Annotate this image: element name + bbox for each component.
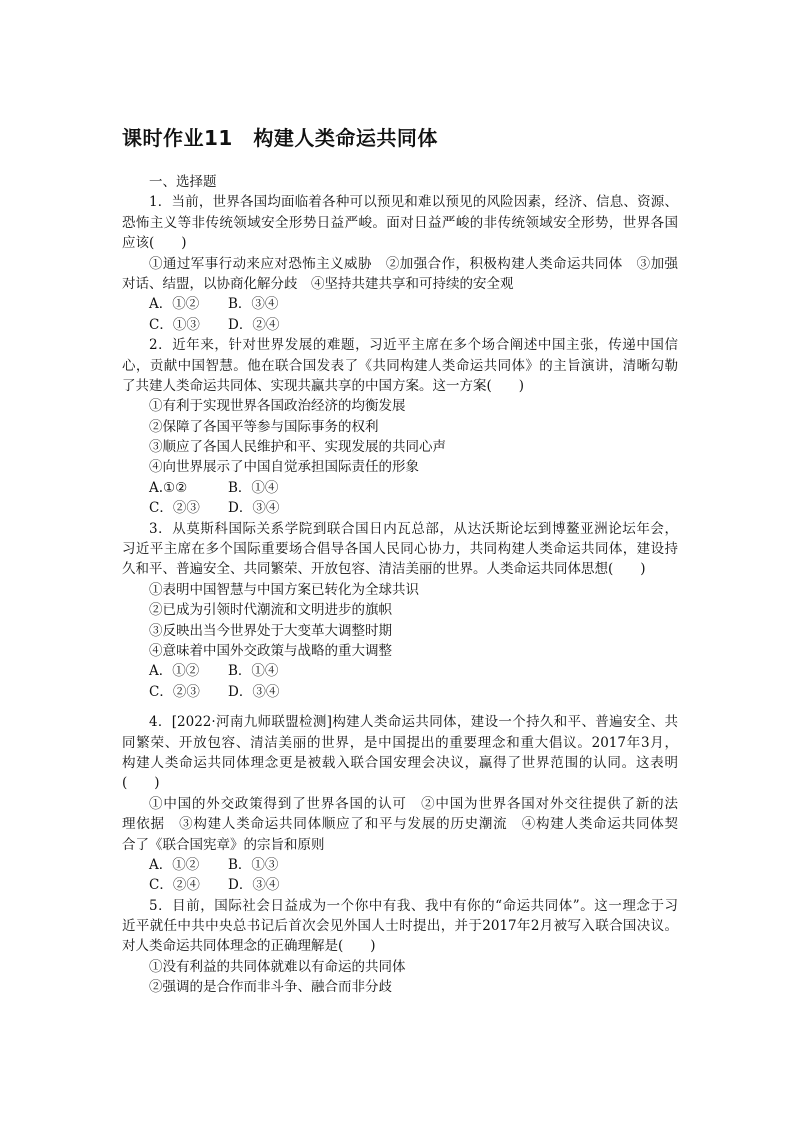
answer-option[interactable]: D．③④: [228, 683, 280, 700]
options-row: [122, 682, 678, 702]
question-stem-line: 习近平主席在多个国际重要场合倡导各国人民同心协力，共同构建人类命运共同体，建设持: [122, 541, 678, 558]
statement-line: ①通过军事行动来应对恐怖主义威胁 ②加强合作，积极构建人类命运共同体 ③加强: [149, 255, 678, 272]
options-row: [122, 661, 678, 681]
options-row: [122, 875, 678, 895]
question-stem-line: 4．[2022·河南九师联盟检测]构建人类命运共同体，建设一个持久和平、普遍安全、共: [149, 714, 678, 731]
question-list: [122, 172, 678, 998]
question-4: [122, 712, 678, 896]
question-stem-line: 5．目前，国际社会日益成为一个你中有我、我中有你的“命运共同体”。这一理念于习: [149, 897, 678, 914]
question-5: [122, 896, 678, 998]
question-stem-line: 1．当前，世界各国均面临着各种可以预见和难以预见的风险因素，经济、信息、资源、: [149, 194, 678, 211]
answer-option[interactable]: B．①④: [228, 479, 279, 496]
answer-option[interactable]: C．②③: [149, 683, 200, 700]
options-row: [122, 294, 678, 314]
question-stem-line: 2．近年来，针对世界发展的难题，习近平主席在多个场合阐述中国主张，传递中国信: [149, 337, 678, 354]
statement-line: ①有利于实现世界各国政治经济的均衡发展: [149, 398, 406, 415]
options-row: [122, 315, 678, 335]
question-stem-line: 同繁荣、开放包容、清洁美丽的世界，是中国提出的重要理念和重大倡议。2017年3月，: [122, 734, 678, 751]
statement-line: 理依据 ③构建人类命运共同体顺应了和平与发展的历史潮流 ④构建人类命运共同体契: [122, 816, 678, 833]
question-2: [122, 335, 678, 519]
answer-option[interactable]: A.①②: [149, 479, 188, 496]
question-stem-line: 近平就任中共中央总书记后首次会见外国人士时提出，并于2017年2月被写入联合国决议。: [122, 918, 678, 935]
statement-line: ②保障了各国平等参与国际事务的权利: [149, 418, 379, 435]
statement-line: ①没有利益的共同体就难以有命运的共同体: [149, 958, 406, 975]
statement-line: ③反映出当今世界处于大变革大调整时期: [149, 622, 392, 639]
options-row: [122, 478, 678, 498]
answer-option[interactable]: A．①②: [149, 663, 200, 680]
answer-option[interactable]: D．③④: [228, 500, 280, 517]
statement-line: 对话、结盟，以协商化解分歧 ④坚持共建共享和可持续的安全观: [122, 275, 514, 292]
question-stem-line: 对人类命运共同体理念的正确理解是( ): [122, 938, 376, 955]
answer-option[interactable]: D．②④: [228, 316, 280, 333]
question-stem-line: 恐怖主义等非传统领域安全形势日益严峻。面对日益严峻的非传统领域安全形势，世界各国: [122, 214, 678, 231]
page-title: 课时作业11 构建人类命运共同体: [122, 126, 438, 150]
question-stem-line: 心，贡献中国智慧。他在联合国发表了《共同构建人类命运共同体》的主旨演讲，清晰勾勒: [122, 357, 678, 374]
section-heading: 一、选择题: [149, 174, 217, 190]
answer-option[interactable]: C．②③: [149, 500, 200, 517]
options-row: [122, 855, 678, 875]
statement-line: ④向世界展示了中国自觉承担国际责任的形象: [149, 459, 419, 476]
answer-option[interactable]: B．①③: [228, 856, 279, 873]
question-stem-line: 应该( ): [122, 235, 187, 252]
answer-option[interactable]: B．①④: [228, 663, 279, 680]
question-3: [122, 519, 678, 703]
statement-line: ①表明中国智慧与中国方案已转化为全球共识: [149, 581, 419, 598]
question-stem-line: 久和平、普遍安全、共同繁荣、开放包容、清洁美丽的世界。人类命运共同体思想( ): [122, 561, 646, 578]
statement-line: 合了《联合国宪章》的宗旨和原则: [122, 836, 325, 853]
question-1: [122, 192, 678, 335]
question-stem-line: ( ): [122, 775, 160, 792]
statement-line: ①中国的外交政策得到了世界各国的认可 ②中国为世界各国对外交往提供了新的法: [149, 795, 678, 812]
options-row: [122, 498, 678, 518]
statement-line: ②已成为引领时代潮流和文明进步的旗帜: [149, 602, 392, 619]
answer-option[interactable]: C．②④: [149, 877, 200, 894]
answer-option[interactable]: C．①③: [149, 316, 200, 333]
answer-option[interactable]: B．③④: [228, 296, 279, 313]
statement-line: ③顺应了各国人民维护和平、实现发展的共同心声: [149, 439, 446, 456]
statement-line: ④意味着中国外交政策与战略的重大调整: [149, 642, 392, 659]
spacer: [122, 702, 678, 712]
question-stem-line: 构建人类命运共同体理念更是被载入联合国安理会决议，赢得了世界范围的认同。这表明: [122, 754, 678, 771]
answer-option[interactable]: A．①②: [149, 296, 200, 313]
answer-option[interactable]: A．①②: [149, 856, 200, 873]
question-stem-line: 3．从莫斯科国际关系学院到联合国日内瓦总部，从达沃斯论坛到博鳌亚洲论坛年会，: [149, 520, 678, 537]
answer-option[interactable]: D．③④: [228, 877, 280, 894]
statement-line: ②强调的是合作而非斗争、融合而非分歧: [149, 979, 392, 996]
question-stem-line: 了共建人类命运共同体、实现共赢共享的中国方案。这一方案( ): [122, 377, 525, 394]
